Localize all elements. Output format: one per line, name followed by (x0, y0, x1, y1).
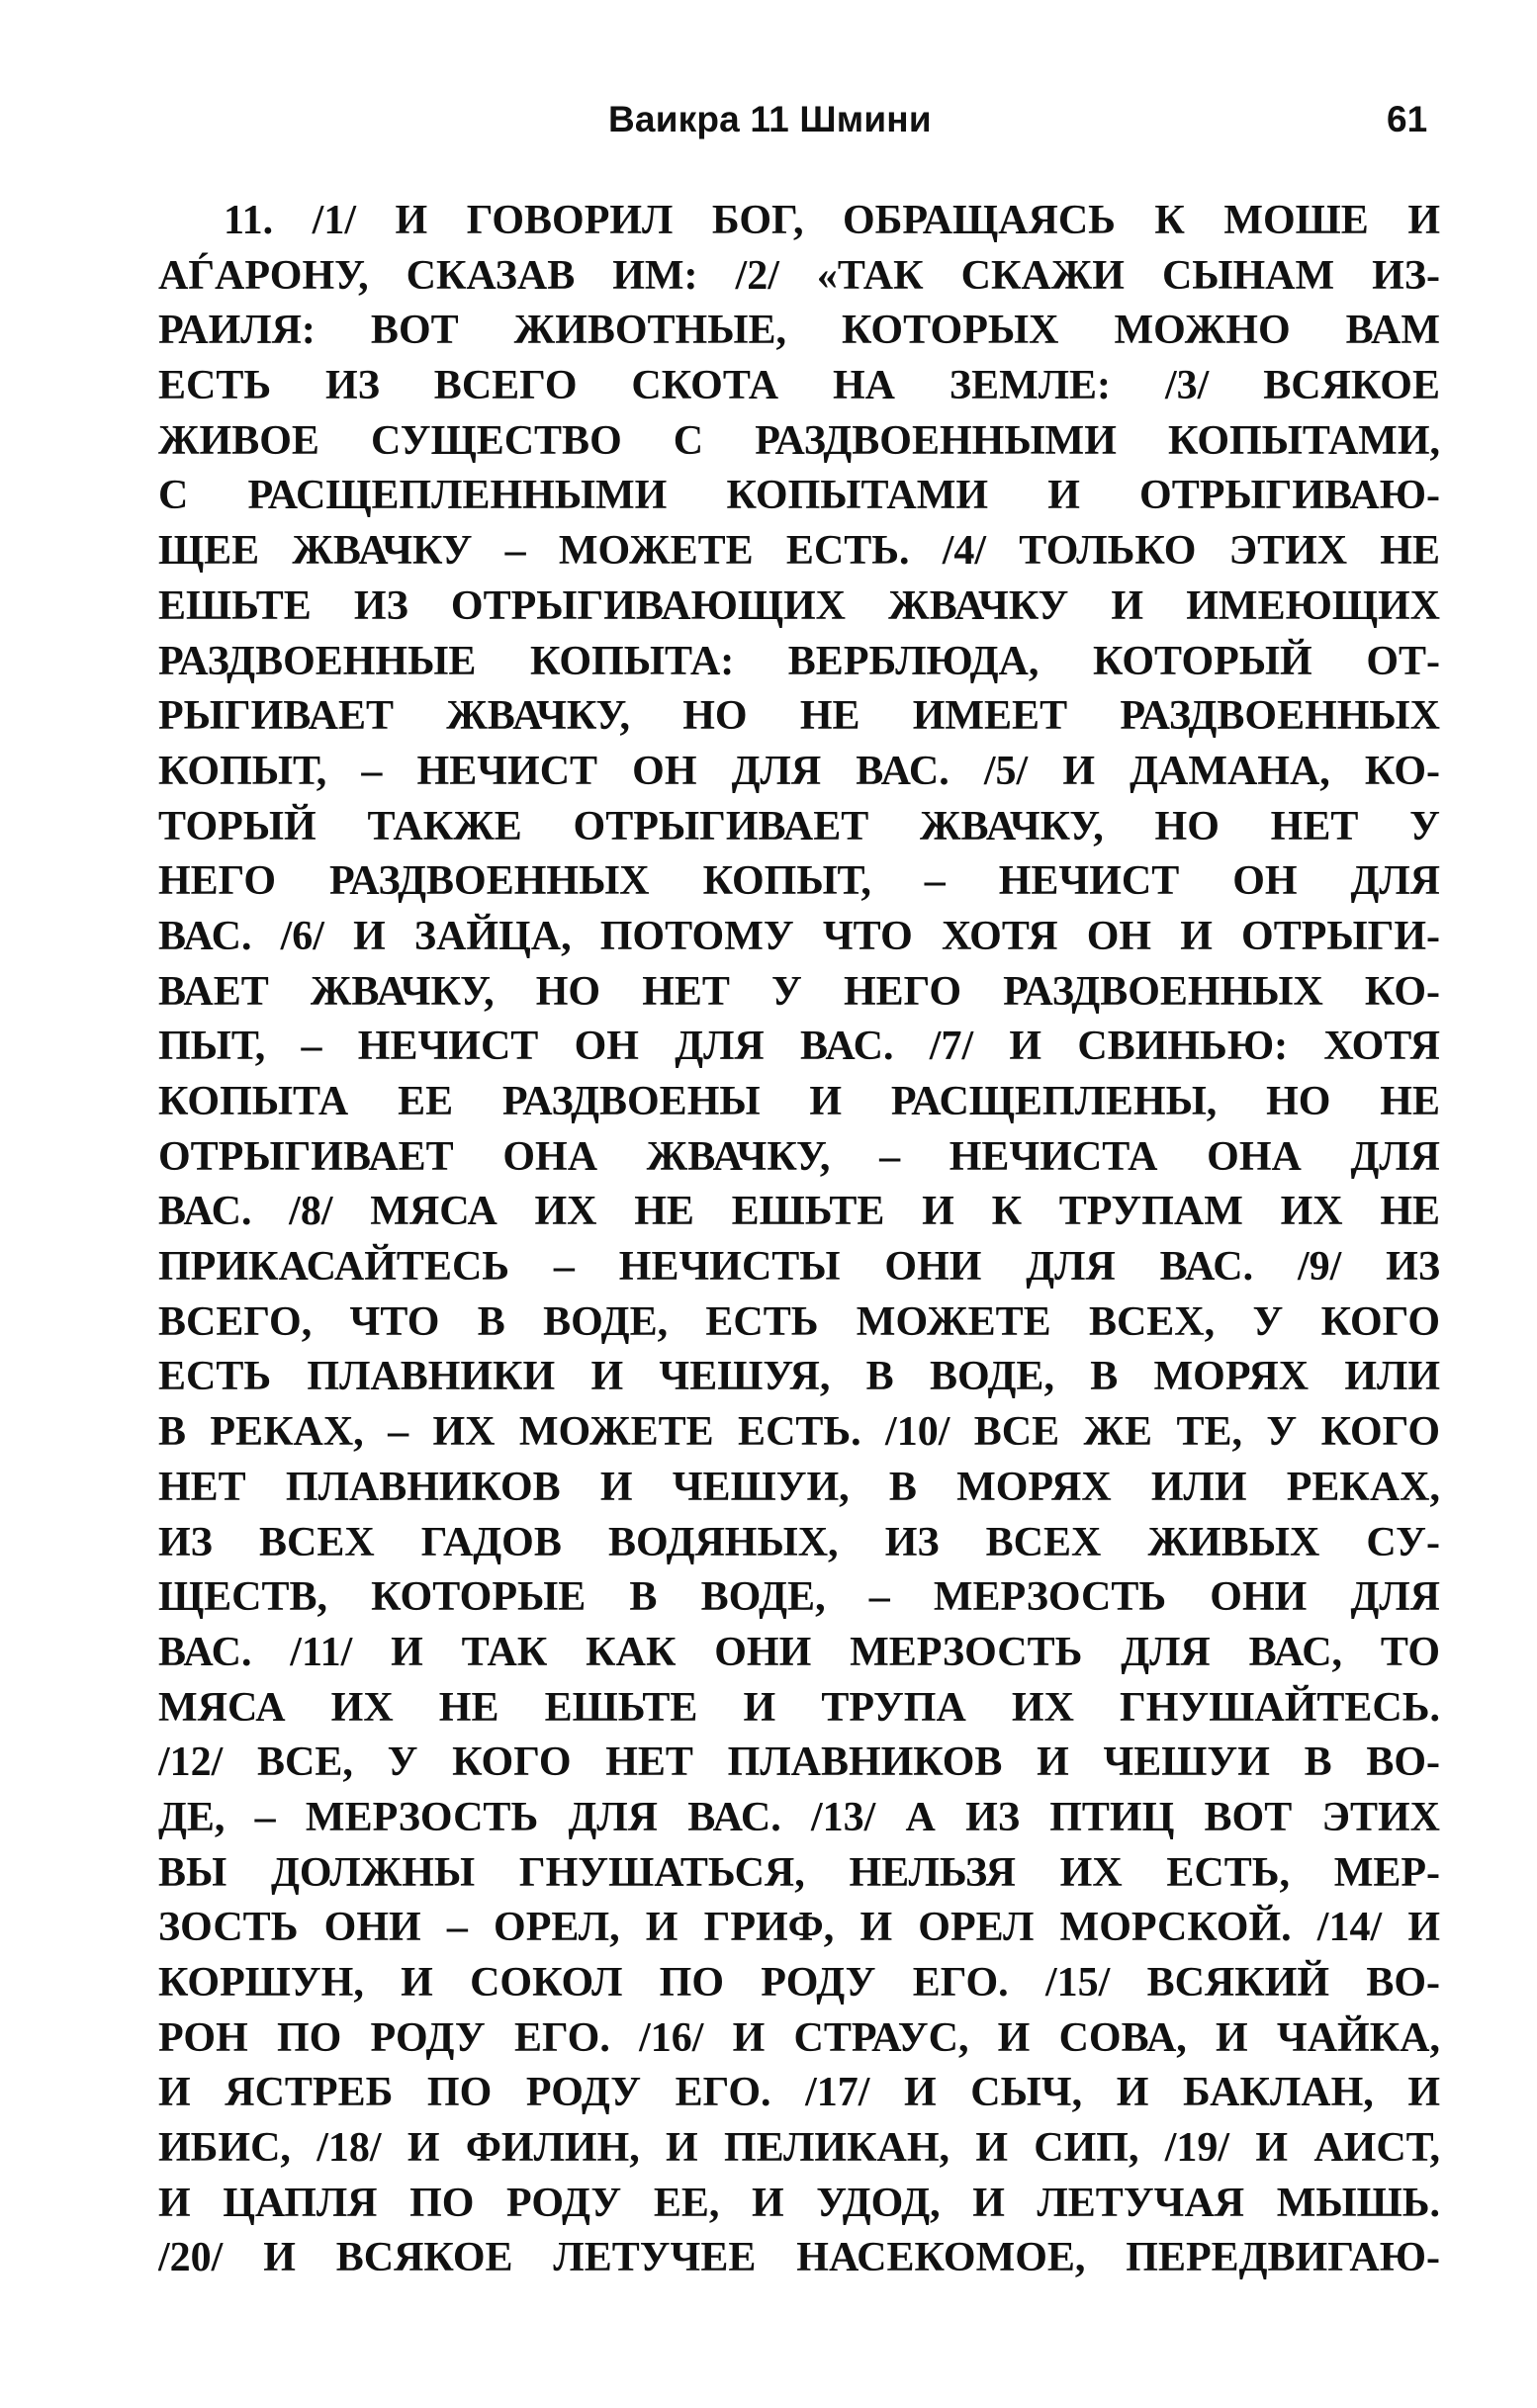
text-line: ТОРЫЙ ТАКЖЕ ОТРЫГИВАЕТ ЖВАЧКУ, НО НЕТ У (158, 803, 1440, 849)
text-line: С РАСЩЕПЛЕННЫМИ КОПЫТАМИ И ОТРЫГИВАЮ- (158, 473, 1440, 519)
text-line: ВСЕГО, ЧТО В ВОДЕ, ЕСТЬ МОЖЕТЕ ВСЕХ, У КОГО (158, 1298, 1440, 1345)
text-line: ПРИКАСАЙТЕСЬ – НЕЧИСТЫ ОНИ ДЛЯ ВАС. /9/ ИЗ (158, 1244, 1440, 1291)
text-line: НЕГО РАЗДВОЕННЫХ КОПЫТ, – НЕЧИСТ ОН ДЛЯ (158, 858, 1440, 905)
text-line: КОПЫТ, – НЕЧИСТ ОН ДЛЯ ВАС. /5/ И ДАМАНА, КО- (158, 748, 1440, 794)
chapter-text (158, 194, 1440, 2286)
text-line: 11. /1/ И ГОВОРИЛ БОГ, ОБРАЩАЯСЬ К МОШЕ И (224, 198, 1440, 243)
text-line: ВАС. /8/ МЯСА ИХ НЕ ЕШЬТЕ И К ТРУПАМ ИХ НЕ (158, 1189, 1440, 1235)
text-line: КОРШУН, И СОКОЛ ПО РОДУ ЕГО. /15/ ВСЯКИЙ ВО- (158, 1960, 1440, 2006)
text-line: ВАЕТ ЖВАЧКУ, НО НЕТ У НЕГО РАЗДВОЕННЫХ КО- (158, 968, 1440, 1015)
text-line: ВЫ ДОЛЖНЫ ГНУШАТЬСЯ, НЕЛЬЗЯ ИХ ЕСТЬ, МЕР- (158, 1849, 1440, 1896)
page-number: 61 (1387, 99, 1428, 139)
text-line: И ЦАПЛЯ ПО РОДУ ЕЕ, И УДОД, И ЛЕТУЧАЯ МЫШЬ. (158, 2180, 1440, 2226)
text-line: ЖИВОЕ СУЩЕСТВО С РАЗДВОЕННЫМИ КОПЫТАМИ, (158, 417, 1440, 464)
text-line: /20/ И ВСЯКОЕ ЛЕТУЧЕЕ НАСЕКОМОЕ, ПЕРЕДВИГАЮ- (158, 2235, 1440, 2281)
text-line: ВАС. /11/ И ТАК КАК ОНИ МЕРЗОСТЬ ДЛЯ ВАС, ТО (158, 1629, 1440, 1675)
text-line: РАИЛЯ: ВОТ ЖИВОТНЫЕ, КОТОРЫХ МОЖНО ВАМ (158, 308, 1440, 354)
text-line: КОПЫТА ЕЕ РАЗДВОЕНЫ И РАСЩЕПЛЕНЫ, НО НЕ (158, 1079, 1440, 1124)
text-line: РОН ПО РОДУ ЕГО. /16/ И СТРАУС, И СОВА, И ЧАЙКА, (158, 2014, 1440, 2061)
text-line: ЗОСТЬ ОНИ – ОРЕЛ, И ГРИФ, И ОРЕЛ МОРСКОЙ. /14/ И (158, 1905, 1440, 1951)
text-line: ДЕ, – МЕРЗОСТЬ ДЛЯ ВАС. /13/ А ИЗ ПТИЦ ВОТ ЭТИХ (158, 1794, 1440, 1840)
text-line: МЯСА ИХ НЕ ЕШЬТЕ И ТРУПА ИХ ГНУШАЙТЕСЬ. (158, 1684, 1440, 1731)
text-line: ЕСТЬ ИЗ ВСЕГО СКОТА НА ЗЕМЛЕ: /3/ ВСЯКОЕ (158, 363, 1440, 409)
running-head-title: Ваикра 11 Шмини (608, 99, 932, 139)
text-line: ИБИС, /18/ И ФИЛИН, И ПЕЛИКАН, И СИП, /19/ И АИСТ, (158, 2125, 1440, 2172)
text-line: ЩЕЕ ЖВАЧКУ – МОЖЕТЕ ЕСТЬ. /4/ ТОЛЬКО ЭТИХ НЕ (158, 528, 1440, 575)
text-line: ОТРЫГИВАЕТ ОНА ЖВАЧКУ, – НЕЧИСТА ОНА ДЛЯ (158, 1133, 1440, 1180)
text-line: ПЫТ, – НЕЧИСТ ОН ДЛЯ ВАС. /7/ И СВИНЬЮ: ХОТЯ (158, 1024, 1440, 1070)
text-line: РАЗДВОЕННЫЕ КОПЫТА: ВЕРБЛЮДА, КОТОРЫЙ ОТ- (158, 638, 1440, 684)
text-line: РЫГИВАЕТ ЖВАЧКУ, НО НЕ ИМЕЕТ РАЗДВОЕННЫХ (158, 693, 1440, 740)
text-line: И ЯСТРЕБ ПО РОДУ ЕГО. /17/ И СЫЧ, И БАКЛАН, И (158, 2070, 1440, 2116)
text-line: НЕТ ПЛАВНИКОВ И ЧЕШУИ, В МОРЯХ ИЛИ РЕКАХ, (158, 1464, 1440, 1510)
text-line: ЕШЬТЕ ИЗ ОТРЫГИВАЮЩИХ ЖВАЧКУ И ИМЕЮЩИХ (158, 582, 1440, 629)
text-line: АЃАРОНУ, СКАЗАВ ИМ: /2/ «ТАК СКАЖИ СЫНАМ ИЗ- (158, 252, 1440, 299)
text-line: ЕСТЬ ПЛАВНИКИ И ЧЕШУЯ, В ВОДЕ, В МОРЯХ ИЛИ (158, 1354, 1440, 1400)
text-line: ЩЕСТВ, КОТОРЫЕ В ВОДЕ, – МЕРЗОСТЬ ОНИ ДЛЯ (158, 1574, 1440, 1621)
text-line: ВАС. /6/ И ЗАЙЦА, ПОТОМУ ЧТО ХОТЯ ОН И ОТРЫГИ- (158, 913, 1440, 959)
text-line: В РЕКАХ, – ИХ МОЖЕТЕ ЕСТЬ. /10/ ВСЕ ЖЕ ТЕ, У КОГО (158, 1409, 1440, 1456)
text-line: ИЗ ВСЕХ ГАДОВ ВОДЯНЫХ, ИЗ ВСЕХ ЖИВЫХ СУ- (158, 1519, 1440, 1565)
text-line: /12/ ВСЕ, У КОГО НЕТ ПЛАВНИКОВ И ЧЕШУИ В ВО- (158, 1739, 1440, 1786)
